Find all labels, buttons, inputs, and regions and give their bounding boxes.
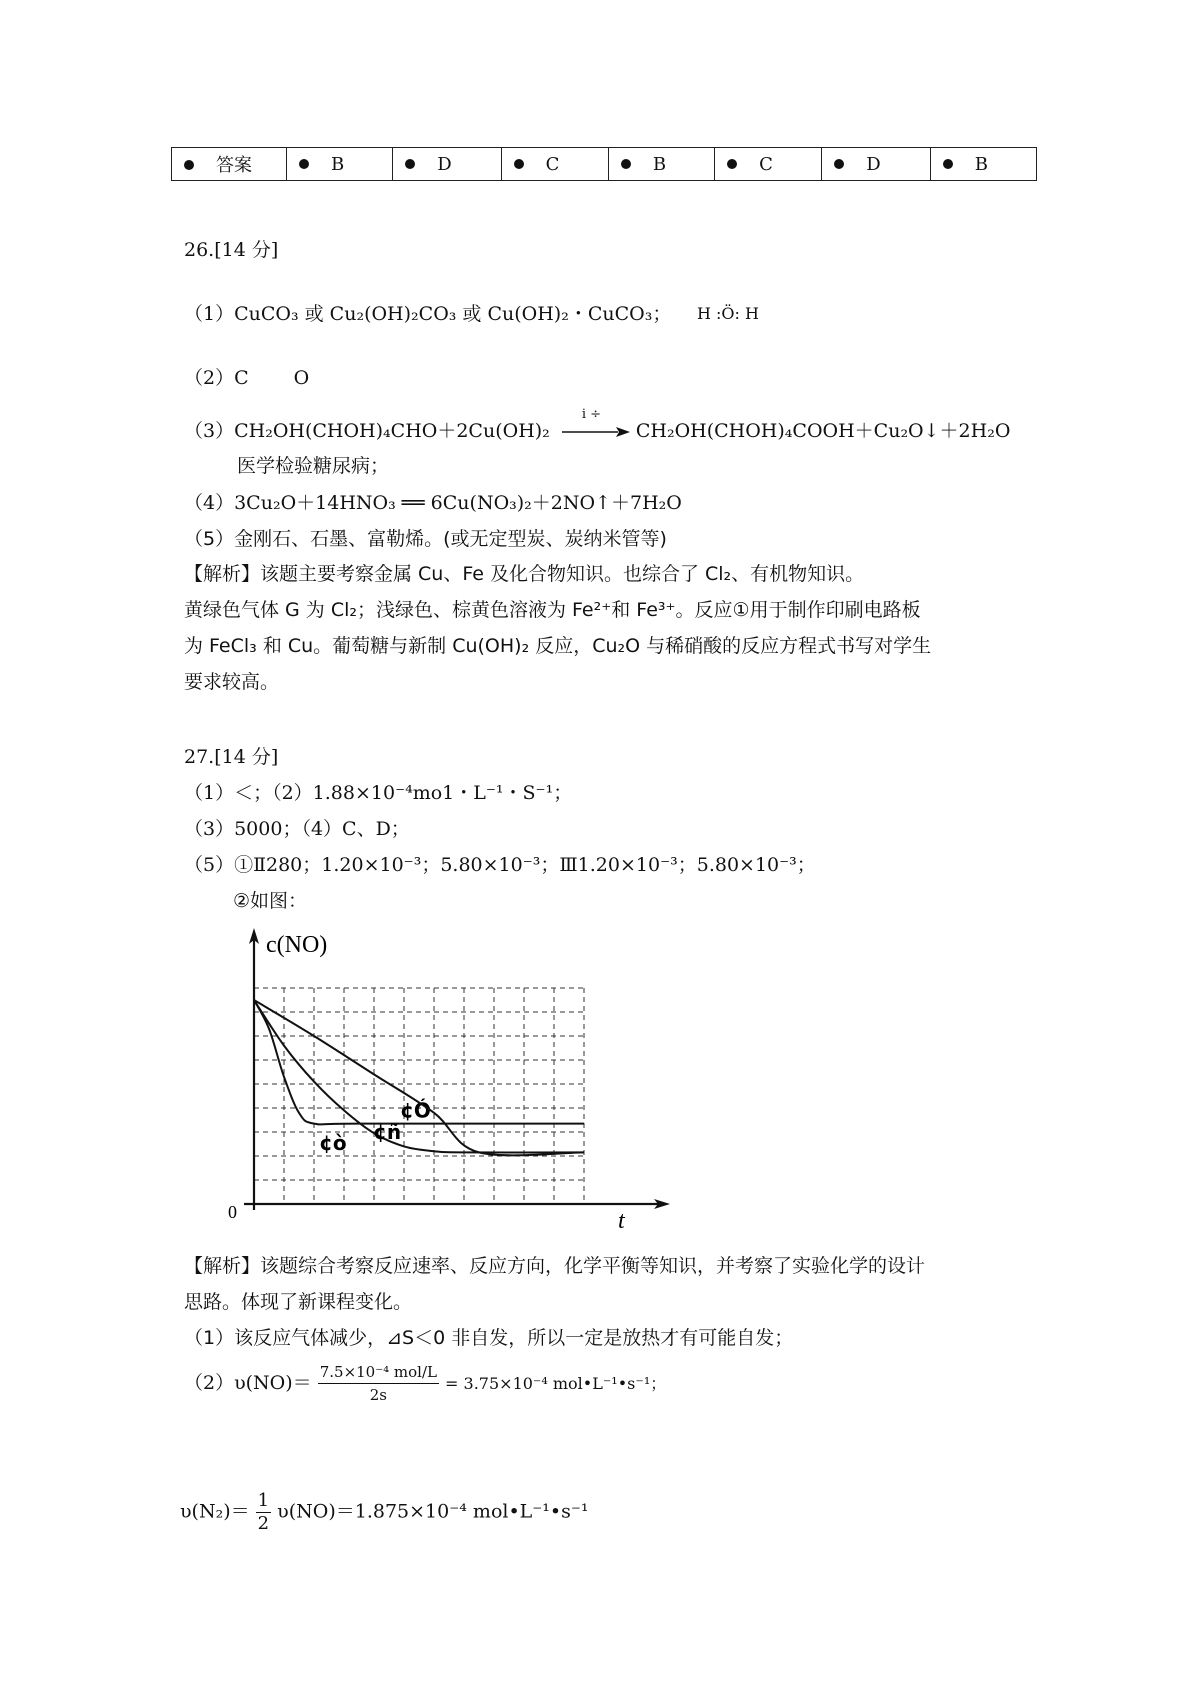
arrow-label: i ÷ [581,407,602,422]
fraction-denominator: 2s [369,1386,387,1404]
answer-row [172,148,1037,181]
part-text: 金刚石、石墨、富勒烯。(或无定型炭、炭纳米管等) [234,528,667,550]
n2-rate-equation [180,1490,589,1534]
reaction-arrow [562,407,630,442]
chart-grid [254,988,584,1204]
answer-header-cell [172,148,287,181]
answer-cell [822,148,930,181]
equation-right: CH₂OH(CHOH)₄COOH＋Cu₂O↓＋2H₂O [635,420,1011,442]
q26-analysis-line: 【解析】该题主要考察金属 Cu、Fe 及化合物知识。也综合了 Cl₂、有机物知识。 [184,563,865,585]
q27-analysis-line: 思路。体现了新课程变化。 [184,1291,413,1313]
fraction-numerator: 7.5×10⁻⁴ mol/L [318,1363,439,1384]
part-label: （1） [184,303,235,325]
part-value: C [234,367,249,389]
q27-analysis-line: （1）该反应气体减少，⊿S＜0 非自发，所以一定是放热才有可能自发； [184,1327,794,1349]
q27-analysis-line: 【解析】该题综合考察反应速率、反应方向，化学平衡等知识，并考察了实验化学的设计 [184,1255,926,1277]
answer-cell [501,148,608,181]
answer-value: B [652,153,667,175]
rate-fraction [318,1363,439,1404]
series-label: ¢ñ [373,1120,402,1145]
q27-line: （1）＜；（2）1.88×10⁻⁴mo1・L⁻¹・S⁻¹； [184,782,573,804]
arrow-icon [562,422,630,442]
part-label: （3） [184,420,235,442]
q26-analysis-line: 黄绿色气体 G 为 Cl₂；浅绿色、棕黄色溶液为 Fe²⁺和 Fe³⁺。反应①用于制作印刷电路板 [184,599,921,621]
bullet-icon [621,159,631,169]
answer-value: B [974,153,988,175]
q26-part2 [184,367,309,390]
answer-cell [287,148,393,181]
bullet-icon [299,159,309,169]
origin-label: 0 [228,1202,237,1222]
answer-header: 答案 [216,155,252,176]
answer-table [171,147,1037,181]
fraction-denominator: 2 [257,1512,270,1534]
y-axis-label: c(NO) [266,932,328,958]
figure-intro: ②如图： [233,890,308,912]
bullet-icon [834,159,844,169]
chart-axes [244,928,670,1210]
q26-part1 [184,303,671,326]
bullet-icon [727,159,737,169]
part-text: CuCO₃ 或 Cu₂(OH)₂CO₃ 或 Cu(OH)₂・CuCO₃； [234,303,672,325]
bullet-icon [514,159,524,169]
answer-cell [715,148,822,181]
electron-formula: H :Ö: H [697,304,759,323]
x-axis-label: t [618,1208,625,1232]
answer-value: B [331,153,345,175]
part-label: （2） [184,367,235,389]
n2-right: υ(NO)＝1.875×10⁻⁴ mol•L⁻¹•s⁻¹ [277,1500,589,1523]
answer-value: C [759,153,773,175]
q27-title: 27.[14 分] [184,746,279,768]
part-label: （5） [184,528,235,550]
bullet-icon [184,160,194,170]
series-label: ¢ò [319,1131,347,1155]
answer-cell [930,148,1036,181]
series-label: ¢Ó [400,1098,431,1123]
answer-value: C [545,153,560,175]
chart-labels [228,932,626,1232]
n2-left: υ(N₂)＝ [180,1500,250,1523]
q26-part5 [184,528,667,551]
concentration-chart [210,922,670,1232]
rate-equation [184,1363,666,1404]
q27-line: （5）①Ⅱ280；1.20×10⁻³；5.80×10⁻³；Ⅲ1.20×10⁻³；5.80×10⁻³； [184,854,816,876]
equation-left: CH₂OH(CHOH)₄CHO＋2Cu(OH)₂ [234,420,550,442]
half-fraction [256,1490,271,1534]
bullet-icon [943,159,953,169]
answer-cell [393,148,501,181]
q26-part3-use: 医学检验糖尿病； [237,455,390,477]
rate-label: （2）υ(NO)＝ [184,1372,312,1395]
fraction-numerator: 1 [257,1490,270,1511]
part-value: O [293,367,310,389]
q26-part4 [184,492,682,515]
bullet-icon [405,159,415,169]
rate-result: = 3.75×10⁻⁴ mol•L⁻¹•s⁻¹； [445,1373,667,1393]
part-text: 3Cu₂O＋14HNO₃ ══ 6Cu(NO₃)₂＋2NO↑＋7H₂O [234,492,682,514]
series-line [254,1000,584,1152]
q26-title: 26.[14 分] [184,239,279,261]
q26-analysis-line: 要求较高。 [184,671,280,693]
q27-line: （3）5000；（4）C、D； [184,818,410,840]
q26-analysis-line: 为 FeCl₃ 和 Cu。葡萄糖与新制 Cu(OH)₂ 反应，Cu₂O 与稀硝酸的反应方程式书写对学生 [184,635,932,657]
answer-value: D [866,153,881,175]
answer-value: D [437,153,452,175]
q26-part3 [184,407,1011,443]
part-label: （4） [184,492,235,514]
answer-cell [608,148,714,181]
